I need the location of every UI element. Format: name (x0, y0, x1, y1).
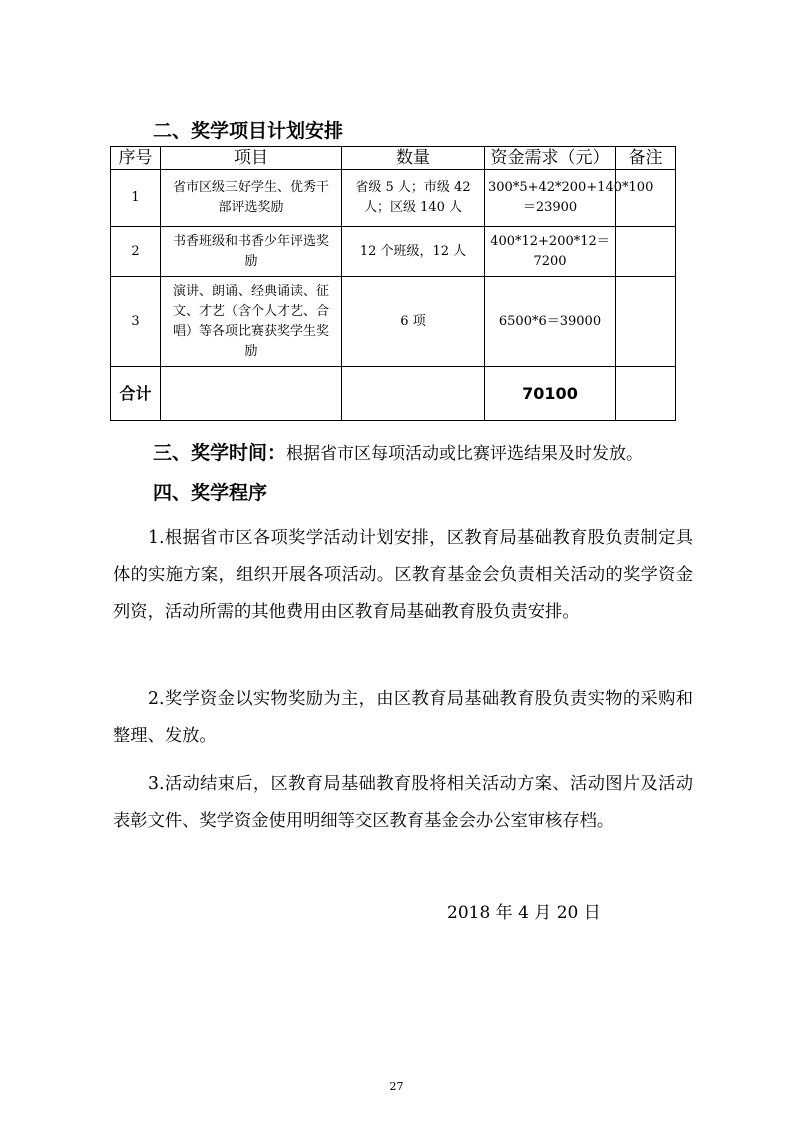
cell-item: 省市区级三好学生、优秀干部评选奖励 (161, 170, 342, 227)
section-award-time (153, 441, 643, 466)
cell-total-item (161, 367, 342, 421)
section-heading-plan: 二、奖学项目计划安排 (153, 120, 344, 142)
procedure-paragraph-2: 2.奖学资金以实物奖励为主，由区教育局基础教育股负责实物的采购和整理、发放。 (113, 689, 693, 746)
cell-item: 书香班级和书香少年评选奖励 (161, 227, 342, 277)
cell-item: 演讲、朗诵、经典诵读、征文、才艺（含个人才艺、合唱）等各项比赛获奖学生奖励 (161, 277, 342, 367)
cell-no: 2 (111, 227, 161, 277)
table-row (111, 170, 676, 227)
procedure-paragraph-1: 1.根据省市区各项奖学活动计划安排，区教育局基础教育股负责制定具体的实施方案，组织开展各项活动。区教育基金会负责相关活动的奖学资金列资，活动所需的其他费用由区教育局基础教育股负责安排。 (113, 528, 693, 622)
cell-total-label: 合计 (111, 367, 161, 421)
table-row (111, 277, 676, 367)
cell-fund: 6500*6＝39000 (485, 277, 616, 367)
header-cell-note: 备注 (616, 147, 676, 170)
cell-qty: 省级 5 人；市级 42 人；区级 140 人 (342, 170, 485, 227)
section-heading-procedure: 四、奖学程序 (153, 482, 268, 504)
cell-note (616, 170, 676, 227)
header-cell-no: 序号 (111, 147, 161, 170)
table-total-row (111, 367, 676, 421)
procedure-paragraph-3: 3.活动结束后，区教育局基础教育股将相关活动方案、活动图片及活动表彰文件、奖学资金使用明细等交区教育基金会办公室审核存档。 (113, 774, 693, 831)
cell-note (616, 227, 676, 277)
cell-qty: 6 项 (342, 277, 485, 367)
header-cell-qty: 数量 (342, 147, 485, 170)
page-number: 27 (389, 1080, 404, 1093)
cell-total-fund: 70100 (485, 367, 616, 421)
header-cell-item: 项目 (161, 147, 342, 170)
table-header-row (111, 147, 676, 170)
cell-no: 1 (111, 170, 161, 227)
cell-note (616, 277, 676, 367)
document-date: 2018 年 4 月 20 日 (447, 903, 601, 923)
cell-qty: 12 个班级，12 人 (342, 227, 485, 277)
cell-total-qty (342, 367, 485, 421)
award-time-text: 根据省市区每项活动或比赛评选结果及时发放。 (286, 444, 644, 464)
scholarship-plan-table (110, 146, 676, 421)
section-heading-time: 三、奖学时间： (153, 442, 287, 464)
cell-no: 3 (111, 277, 161, 367)
cell-total-note (616, 367, 676, 421)
cell-fund: 300*5+42*200+140*100＝23900 (485, 170, 616, 227)
table-row (111, 227, 676, 277)
cell-fund: 400*12+200*12＝7200 (485, 227, 616, 277)
header-cell-fund: 资金需求（元） (485, 147, 616, 170)
